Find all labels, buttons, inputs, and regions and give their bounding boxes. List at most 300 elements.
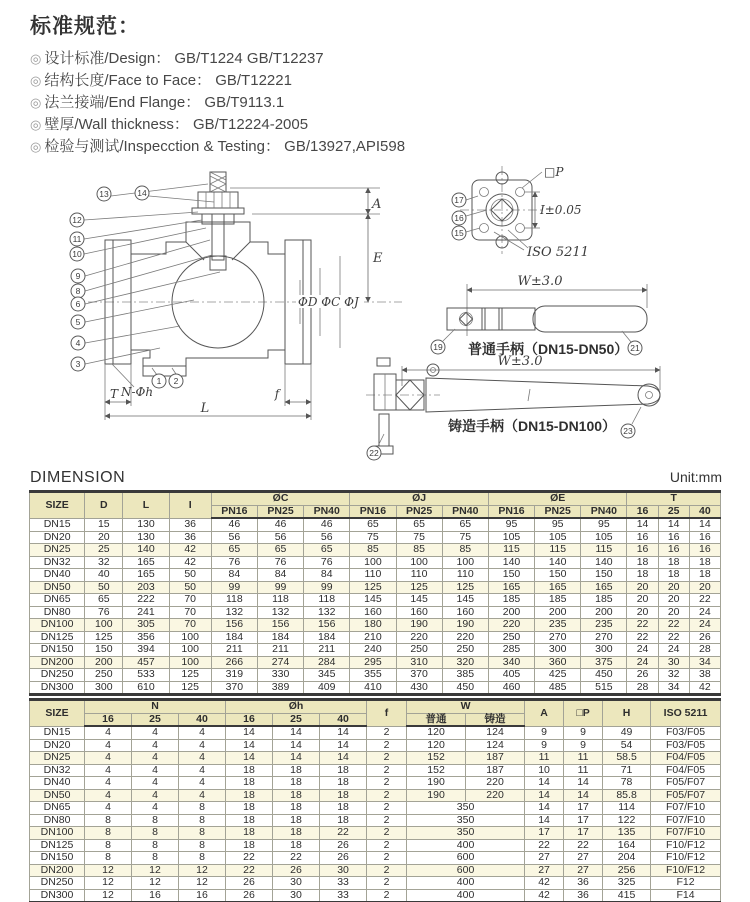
- value-cell: 115: [581, 544, 627, 557]
- value-cell: 36: [564, 877, 603, 890]
- value-cell: 65: [257, 544, 303, 557]
- value-cell: 204: [603, 852, 651, 865]
- column-header: 16: [226, 713, 273, 726]
- table-row: [30, 814, 721, 827]
- value-cell: 200: [535, 606, 581, 619]
- value-cell: 8: [179, 802, 226, 815]
- value-cell: 78: [603, 777, 651, 790]
- value-cell: F04/F05: [651, 752, 721, 765]
- size-cell: DN40: [30, 777, 85, 790]
- table-row: [30, 789, 721, 802]
- svg-text:23: 23: [623, 426, 633, 436]
- size-cell: DN50: [30, 789, 85, 802]
- plain-handle-drawing: [431, 274, 647, 357]
- value-cell: 8: [132, 839, 179, 852]
- svg-text:5: 5: [75, 317, 81, 327]
- value-cell: 18: [320, 777, 367, 790]
- table-row: [30, 752, 721, 765]
- value-cell: 211: [211, 644, 257, 657]
- value-cell: 266: [211, 656, 257, 669]
- value-cell: 2: [367, 864, 407, 877]
- value-cell: 18: [689, 556, 720, 569]
- value-cell: 4: [85, 752, 132, 765]
- value-cell: 130: [123, 518, 169, 531]
- value-cell: 17: [564, 802, 603, 815]
- value-cell: 160: [396, 606, 442, 619]
- column-header: □P: [564, 700, 603, 727]
- value-cell: F03/F05: [651, 739, 721, 752]
- value-cell: 9: [564, 726, 603, 739]
- value-cell: 190: [442, 619, 488, 632]
- value-cell: 130: [123, 531, 169, 544]
- value-cell: 4: [132, 752, 179, 765]
- value-cell: 370: [396, 669, 442, 682]
- value-cell: 100: [169, 644, 211, 657]
- value-cell: 125: [396, 581, 442, 594]
- column-header: PN40: [304, 505, 350, 518]
- value-cell: 100: [442, 556, 488, 569]
- value-cell: 4: [132, 802, 179, 815]
- value-cell: 250: [488, 631, 534, 644]
- value-cell: 32: [658, 669, 689, 682]
- value-cell: 190: [396, 619, 442, 632]
- value-cell: 4: [132, 764, 179, 777]
- table-row: [30, 889, 721, 902]
- value-cell: 110: [350, 569, 396, 582]
- value-cell: 54: [603, 739, 651, 752]
- value-cell: 38: [689, 669, 720, 682]
- value-cell: 22: [627, 631, 658, 644]
- value-cell: 460: [488, 681, 534, 695]
- value-cell: 2: [367, 777, 407, 790]
- technical-drawing: [0, 158, 750, 470]
- value-cell: 42: [169, 544, 211, 557]
- value-cell: 150: [535, 569, 581, 582]
- size-cell: DN20: [30, 739, 85, 752]
- value-cell: 15: [85, 518, 123, 531]
- value-cell: 20: [689, 581, 720, 594]
- column-header: ISO 5211: [651, 700, 721, 727]
- value-cell: 4: [85, 739, 132, 752]
- value-cell: 12: [179, 864, 226, 877]
- value-cell: 36: [564, 889, 603, 902]
- value-cell: 14: [273, 752, 320, 765]
- dim-label-w2: W±3.0: [497, 354, 543, 369]
- value-cell: 17: [525, 827, 564, 840]
- value-cell: 26: [689, 631, 720, 644]
- value-cell: 56: [304, 531, 350, 544]
- value-cell: 4: [85, 726, 132, 739]
- value-cell: 160: [442, 606, 488, 619]
- value-cell: 8: [85, 827, 132, 840]
- value-cell: 100: [169, 631, 211, 644]
- iso5211-label: ISO 5211: [527, 245, 589, 260]
- value-cell: 4: [179, 777, 226, 790]
- table-row: [30, 606, 721, 619]
- value-cell: F03/F05: [651, 726, 721, 739]
- column-header: 40: [689, 505, 720, 518]
- value-cell: 187: [466, 764, 525, 777]
- value-cell: 70: [169, 594, 211, 607]
- value-cell: 270: [581, 631, 627, 644]
- value-cell: 150: [85, 644, 123, 657]
- value-cell: 118: [257, 594, 303, 607]
- value-cell: F05/F07: [651, 789, 721, 802]
- value-cell: 156: [211, 619, 257, 632]
- value-cell: 2: [367, 814, 407, 827]
- value-cell: 370: [211, 681, 257, 695]
- svg-text:11: 11: [72, 234, 82, 244]
- value-cell: 42: [525, 889, 564, 902]
- value-cell: 99: [257, 581, 303, 594]
- column-header: 40: [179, 713, 226, 726]
- value-cell: 56: [257, 531, 303, 544]
- value-cell: 190: [407, 789, 466, 802]
- dimension-table-main: [29, 490, 721, 696]
- value-cell: 14: [658, 518, 689, 531]
- value-cell: 250: [442, 644, 488, 657]
- value-cell: 110: [442, 569, 488, 582]
- value-cell: 220: [442, 631, 488, 644]
- value-cell: 164: [603, 839, 651, 852]
- iso5211-flange-view: [452, 165, 589, 260]
- value-cell: 152: [407, 764, 466, 777]
- value-cell: 8: [132, 814, 179, 827]
- value-cell: 4: [179, 764, 226, 777]
- value-cell: 95: [535, 518, 581, 531]
- value-cell: 22: [689, 594, 720, 607]
- dim-label-p: □P: [544, 165, 564, 179]
- value-cell: 18: [226, 839, 273, 852]
- size-cell: DN20: [30, 531, 85, 544]
- table-row: [30, 581, 721, 594]
- svg-text:9: 9: [75, 271, 81, 281]
- value-cell: 305: [123, 619, 169, 632]
- value-cell: 8: [132, 827, 179, 840]
- value-cell: 515: [581, 681, 627, 695]
- value-cell: 70: [169, 606, 211, 619]
- value-cell: 120: [407, 726, 466, 739]
- value-cell: 56: [211, 531, 257, 544]
- value-cell: 34: [689, 656, 720, 669]
- value-cell: 345: [304, 669, 350, 682]
- column-header: SIZE: [30, 492, 85, 519]
- value-cell: 20: [627, 606, 658, 619]
- value-cell: 22: [273, 852, 320, 865]
- value-cell: 274: [257, 656, 303, 669]
- value-cell: 58.5: [603, 752, 651, 765]
- table-row: [30, 739, 721, 752]
- value-cell: 85: [396, 544, 442, 557]
- value-cell: 14: [525, 802, 564, 815]
- value-cell: 26: [320, 852, 367, 865]
- value-cell: 385: [442, 669, 488, 682]
- value-cell: 18: [226, 777, 273, 790]
- value-cell: 4: [85, 789, 132, 802]
- value-cell: 14: [226, 739, 273, 752]
- value-cell: 235: [581, 619, 627, 632]
- value-cell: 160: [350, 606, 396, 619]
- value-cell: 18: [226, 814, 273, 827]
- value-cell: 16: [179, 889, 226, 902]
- value-cell: 27: [525, 864, 564, 877]
- value-cell: 18: [273, 827, 320, 840]
- value-cell: 185: [488, 594, 534, 607]
- value-cell: 16: [658, 544, 689, 557]
- value-cell: 145: [442, 594, 488, 607]
- value-cell: 36: [169, 531, 211, 544]
- value-cell: 184: [257, 631, 303, 644]
- size-cell: DN25: [30, 752, 85, 765]
- table-row: [30, 839, 721, 852]
- value-cell: 4: [179, 726, 226, 739]
- value-cell: 24: [627, 644, 658, 657]
- column-header: 普通: [407, 713, 466, 726]
- value-cell: 18: [273, 789, 320, 802]
- value-cell: 18: [689, 569, 720, 582]
- dim-label-w1: W±3.0: [517, 274, 563, 289]
- spec-text: 检验与测试/Inspecction & Testing： GB/13927,API598: [44, 138, 406, 155]
- value-cell: 12: [85, 889, 132, 902]
- value-cell: 145: [396, 594, 442, 607]
- svg-text:15: 15: [454, 228, 464, 238]
- value-cell: 26: [320, 839, 367, 852]
- value-cell: 18: [658, 556, 689, 569]
- value-cell: 34: [658, 681, 689, 695]
- value-cell: 310: [396, 656, 442, 669]
- value-cell: 18: [226, 827, 273, 840]
- size-cell: DN125: [30, 631, 85, 644]
- table-row: [30, 852, 721, 865]
- value-cell: 4: [132, 726, 179, 739]
- value-cell: 2: [367, 764, 407, 777]
- value-cell: 11: [525, 752, 564, 765]
- svg-text:10: 10: [72, 249, 82, 259]
- column-header: I: [169, 492, 211, 519]
- value-cell: F07/F10: [651, 814, 721, 827]
- value-cell: 75: [350, 531, 396, 544]
- value-cell: 14: [320, 739, 367, 752]
- value-cell: 2: [367, 877, 407, 890]
- svg-text:19: 19: [433, 342, 443, 352]
- value-cell: 256: [603, 864, 651, 877]
- value-cell: 65: [396, 518, 442, 531]
- table-row: [30, 544, 721, 557]
- svg-text:6: 6: [75, 299, 81, 309]
- value-cell: 118: [211, 594, 257, 607]
- value-cell: 18: [226, 764, 273, 777]
- value-cell: 145: [350, 594, 396, 607]
- value-cell: 71: [603, 764, 651, 777]
- value-cell: 2: [367, 839, 407, 852]
- value-cell: 30: [273, 877, 320, 890]
- value-cell: 400: [407, 889, 525, 902]
- value-cell: 122: [603, 814, 651, 827]
- value-cell: 222: [123, 594, 169, 607]
- svg-text:2: 2: [173, 376, 179, 386]
- value-cell: 85.8: [603, 789, 651, 802]
- value-cell: 84: [211, 569, 257, 582]
- value-cell: 16: [627, 544, 658, 557]
- column-header: ØC: [211, 492, 350, 506]
- value-cell: 8: [85, 852, 132, 865]
- value-cell: 22: [627, 619, 658, 632]
- size-cell: DN50: [30, 581, 85, 594]
- column-header: H: [603, 700, 651, 727]
- spec-item: [30, 48, 590, 70]
- unit-label: Unit:mm: [669, 469, 722, 485]
- value-cell: 325: [603, 877, 651, 890]
- value-cell: 165: [535, 581, 581, 594]
- value-cell: 150: [488, 569, 534, 582]
- size-cell: DN40: [30, 569, 85, 582]
- table-row: [30, 631, 721, 644]
- value-cell: 27: [564, 852, 603, 865]
- svg-text:4: 4: [75, 338, 81, 348]
- column-header: PN16: [211, 505, 257, 518]
- value-cell: 165: [123, 569, 169, 582]
- spec-item: [30, 136, 590, 158]
- value-cell: 2: [367, 789, 407, 802]
- value-cell: 18: [320, 789, 367, 802]
- value-cell: 124: [466, 739, 525, 752]
- value-cell: 14: [273, 726, 320, 739]
- svg-text:21: 21: [630, 343, 640, 353]
- value-cell: 22: [226, 852, 273, 865]
- value-cell: 18: [226, 802, 273, 815]
- value-cell: 18: [273, 839, 320, 852]
- spec-bullet-icon: ◎: [30, 117, 42, 132]
- value-cell: 33: [320, 877, 367, 890]
- value-cell: 46: [211, 518, 257, 531]
- value-cell: 8: [85, 839, 132, 852]
- value-cell: 14: [627, 518, 658, 531]
- value-cell: 110: [396, 569, 442, 582]
- size-cell: DN25: [30, 544, 85, 557]
- table-row: [30, 877, 721, 890]
- value-cell: 140: [535, 556, 581, 569]
- value-cell: 132: [211, 606, 257, 619]
- value-cell: 4: [132, 739, 179, 752]
- value-cell: 8: [179, 814, 226, 827]
- value-cell: 28: [627, 681, 658, 695]
- dimension-heading-row: [30, 469, 722, 487]
- size-cell: DN15: [30, 518, 85, 531]
- value-cell: 125: [442, 581, 488, 594]
- value-cell: 100: [350, 556, 396, 569]
- value-cell: 220: [466, 789, 525, 802]
- value-cell: 22: [564, 839, 603, 852]
- value-cell: 10: [525, 764, 564, 777]
- value-cell: 76: [304, 556, 350, 569]
- value-cell: 24: [689, 619, 720, 632]
- cast-handle-drawing: [366, 354, 660, 460]
- spec-text: 壁厚/Wall thickness： GB/T12224-2005: [44, 116, 309, 133]
- value-cell: 50: [169, 581, 211, 594]
- size-cell: DN250: [30, 877, 85, 890]
- column-header: SIZE: [30, 700, 85, 727]
- size-cell: DN300: [30, 681, 85, 695]
- value-cell: 14: [689, 518, 720, 531]
- svg-text:12: 12: [72, 215, 82, 225]
- value-cell: 100: [85, 619, 123, 632]
- value-cell: 14: [320, 726, 367, 739]
- value-cell: 20: [627, 594, 658, 607]
- value-cell: 50: [169, 569, 211, 582]
- spec-text: 结构长度/Face to Face： GB/T12221: [44, 72, 292, 89]
- size-cell: DN100: [30, 619, 85, 632]
- value-cell: 125: [169, 681, 211, 695]
- column-header: PN40: [442, 505, 488, 518]
- value-cell: 114: [603, 802, 651, 815]
- table-row: [30, 864, 721, 877]
- value-cell: 2: [367, 827, 407, 840]
- value-cell: 12: [132, 864, 179, 877]
- value-cell: 75: [442, 531, 488, 544]
- value-cell: 76: [85, 606, 123, 619]
- value-cell: 22: [320, 827, 367, 840]
- value-cell: 14: [226, 752, 273, 765]
- value-cell: 125: [169, 669, 211, 682]
- value-cell: 450: [442, 681, 488, 695]
- column-header: A: [525, 700, 564, 727]
- value-cell: 241: [123, 606, 169, 619]
- spec-item: [30, 114, 590, 136]
- dim-label-a: A: [372, 197, 382, 212]
- value-cell: 95: [488, 518, 534, 531]
- value-cell: 32: [85, 556, 123, 569]
- value-cell: 140: [488, 556, 534, 569]
- value-cell: 12: [85, 864, 132, 877]
- value-cell: 24: [627, 656, 658, 669]
- value-cell: 18: [273, 814, 320, 827]
- size-cell: DN200: [30, 656, 85, 669]
- value-cell: 300: [535, 644, 581, 657]
- part-callout: [70, 186, 183, 388]
- value-cell: 24: [689, 606, 720, 619]
- svg-text:17: 17: [454, 195, 464, 205]
- spec-bullet-icon: ◎: [30, 139, 42, 154]
- svg-text:3: 3: [75, 359, 81, 369]
- column-header: 25: [658, 505, 689, 518]
- spec-item: [30, 92, 590, 114]
- value-cell: 26: [627, 669, 658, 682]
- value-cell: 485: [535, 681, 581, 695]
- column-header: PN25: [396, 505, 442, 518]
- value-cell: 284: [304, 656, 350, 669]
- value-cell: 8: [179, 827, 226, 840]
- value-cell: 415: [603, 889, 651, 902]
- value-cell: 4: [179, 789, 226, 802]
- svg-text:22: 22: [369, 448, 379, 458]
- value-cell: 18: [320, 764, 367, 777]
- value-cell: 70: [169, 619, 211, 632]
- value-cell: 9: [525, 726, 564, 739]
- value-cell: 4: [179, 752, 226, 765]
- value-cell: 250: [396, 644, 442, 657]
- column-header: 16: [85, 713, 132, 726]
- value-cell: 203: [123, 581, 169, 594]
- value-cell: F07/F10: [651, 827, 721, 840]
- value-cell: 8: [179, 839, 226, 852]
- svg-text:8: 8: [75, 286, 81, 296]
- value-cell: 46: [257, 518, 303, 531]
- value-cell: 30: [273, 889, 320, 902]
- table-row: [30, 619, 721, 632]
- value-cell: 330: [257, 669, 303, 682]
- value-cell: 18: [226, 789, 273, 802]
- dim-label-i: I±0.05: [540, 203, 582, 217]
